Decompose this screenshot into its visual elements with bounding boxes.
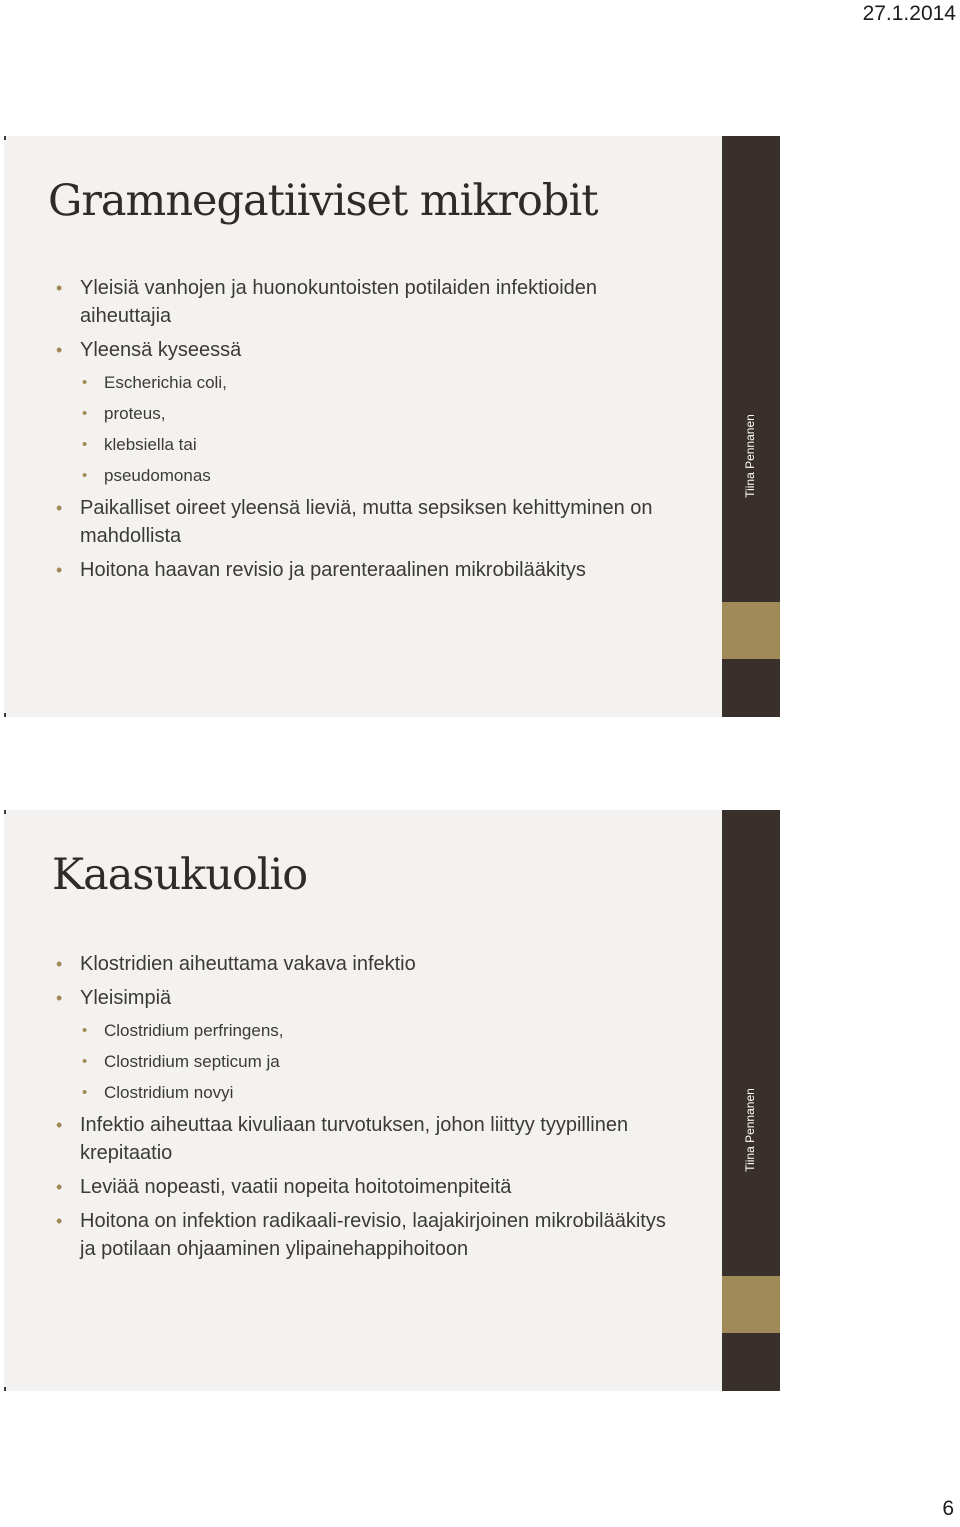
sidebar-accent-block <box>722 1276 780 1333</box>
slide-sidebar <box>722 136 780 717</box>
bullet-item: • Yleisimpiä <box>56 984 666 1012</box>
bullet-item: • Hoitona on infektion radikaali-revisio, laajakirjoinen mikrobilääkitys ja potilaan ohjaaminen ylipainehappihoitoon <box>56 1207 666 1263</box>
bullet-item: • Klostridien aiheuttama vakava infektio <box>56 950 666 978</box>
slide-gramnegatiiviset <box>4 136 780 717</box>
slide-title: Gramnegatiiviset mikrobit <box>48 176 598 226</box>
bullet-item: • Leviää nopeasti, vaatii nopeita hoitotoimenpiteitä <box>56 1173 666 1201</box>
slide-corner-mark <box>4 810 6 814</box>
author-name: Tiina Pennanen <box>743 414 757 498</box>
author-name: Tiina Pennanen <box>743 1088 757 1172</box>
sub-bullet-item: • Clostridium septicum ja <box>56 1049 666 1074</box>
page-number: 6 <box>942 1497 954 1520</box>
sidebar-accent-block <box>722 602 780 659</box>
slide-kaasukuolio <box>4 810 780 1391</box>
slide-corner-mark <box>4 713 6 717</box>
bullet-item: • Yleisiä vanhojen ja huonokuntoisten potilaiden infektioiden aiheuttajia <box>56 274 666 330</box>
sub-bullet-item: • Clostridium novyi <box>56 1080 666 1105</box>
author-label <box>730 1088 770 1172</box>
bullet-item: • Yleensä kyseessä <box>56 336 666 364</box>
sub-bullet-item: • klebsiella tai <box>56 432 666 457</box>
sub-bullet-item: • Escherichia coli, <box>56 370 666 395</box>
sub-bullet-item: • proteus, <box>56 401 666 426</box>
sub-bullet-item: • pseudomonas <box>56 463 666 488</box>
bullet-item: • Infektio aiheuttaa kivuliaan turvotuksen, johon liittyy tyypillinen krepitaatio <box>56 1111 666 1167</box>
bullet-list <box>56 274 666 590</box>
bullet-item: • Paikalliset oireet yleensä lieviä, mutta sepsiksen kehittyminen on mahdollista <box>56 494 666 550</box>
bullet-list <box>56 950 666 1269</box>
slide-title: Kaasukuolio <box>52 850 308 900</box>
slide-sidebar <box>722 810 780 1391</box>
bullet-item: • Hoitona haavan revisio ja parenteraalinen mikrobilääkitys <box>56 556 666 584</box>
sub-bullet-item: • Clostridium perfringens, <box>56 1018 666 1043</box>
header-date: 27.1.2014 <box>862 2 956 25</box>
author-label <box>730 414 770 498</box>
slide-corner-mark <box>4 1387 6 1391</box>
slide-corner-mark <box>4 136 6 140</box>
